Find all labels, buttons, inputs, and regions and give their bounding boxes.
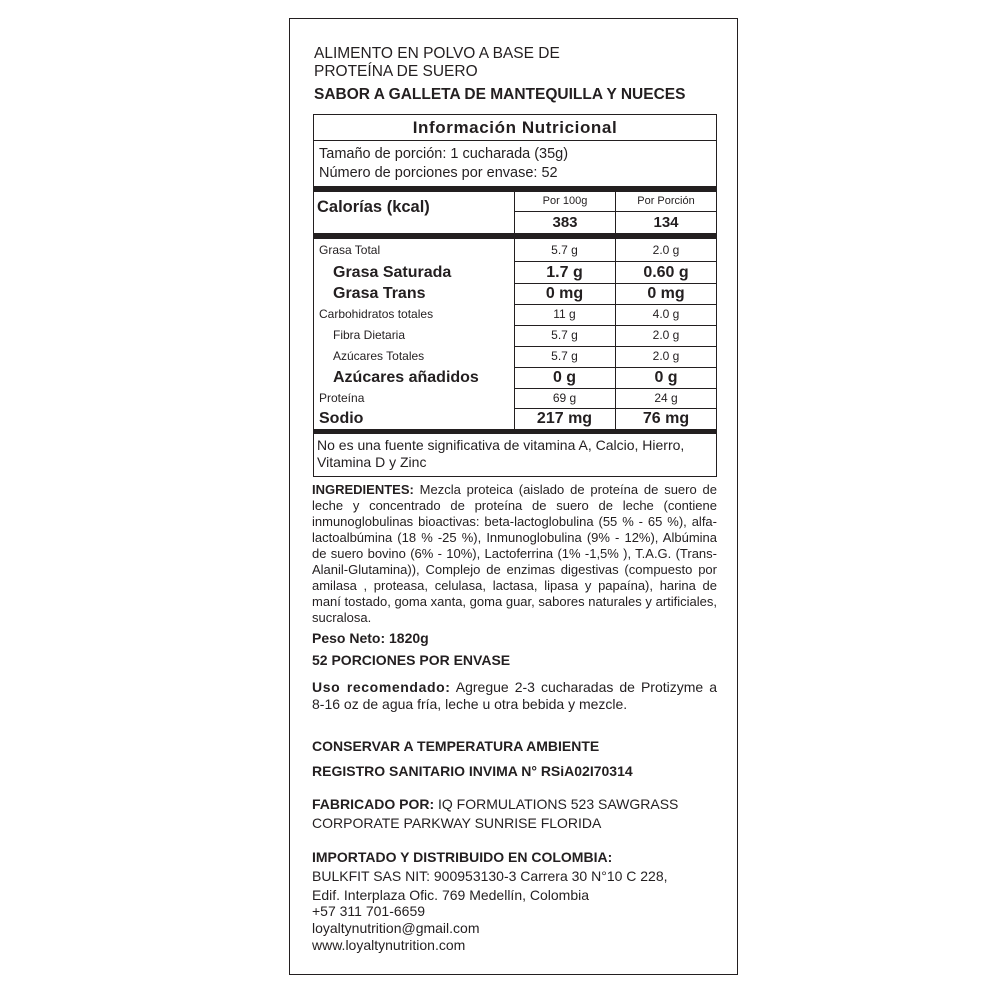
calories-100g: 383 — [552, 214, 578, 231]
storage-note: CONSERVAR A TEMPERATURA AMBIENTE — [312, 738, 600, 754]
net-weight: Peso Neto: 1820g — [312, 630, 429, 646]
product-description: ALIMENTO EN POLVO A BASE DE PROTEÍNA DE SUERO — [314, 45, 560, 80]
nutrient-row: Carbohidratos totales 11 g 4.0 g — [319, 307, 680, 321]
thick-divider — [314, 429, 716, 434]
nutrient-row: Grasa Trans 0 mg 0 mg — [333, 285, 685, 302]
importer-phone: +57 311 701-6659 — [312, 903, 426, 919]
nutrient-row: Grasa Total 5.7 g 2.0 g — [319, 243, 680, 257]
importer-email: loyaltynutrition@gmail.com — [312, 920, 480, 936]
importer-line: BULKFIT SAS NIT: 900953130-3 Carrera 30 N°10 C 228, — [312, 868, 668, 884]
nutrient-row: Fibra Dietaria 5.7 g 2.0 g — [333, 328, 680, 342]
sanitary-registry: REGISTRO SANITARIO INVIMA N° RSiA02I70314 — [312, 763, 633, 779]
product-label — [289, 18, 738, 975]
flavor-line: SABOR A GALLETA DE MANTEQUILLA Y NUECES — [314, 86, 686, 103]
nutrient-row: Azúcares Totales 5.7 g 2.0 g — [333, 349, 680, 363]
portions: 52 PORCIONES POR ENVASE — [312, 652, 511, 668]
calories-label: Calorías (kcal) — [317, 198, 430, 216]
nutrient-row: Proteína 69 g 24 g — [319, 391, 678, 405]
col-header-100g: Por 100g — [542, 195, 588, 207]
divider — [314, 140, 716, 141]
nutrition-facts-table — [313, 114, 717, 477]
nutrient-row: Grasa Saturada 1.7 g 0.60 g — [333, 264, 689, 281]
nutrient-row: Azúcares añadidos 0 g 0 g — [333, 369, 678, 386]
thick-divider — [314, 233, 716, 239]
ingredients: INGREDIENTES: Mezcla proteica (aislado de proteína de suero de leche y concentrado de proteína de suero de leche (contiene inmunoglobulinas bioactivas: beta-lactoglobulina (55 % - 65 %), alfa-lactoalbúmina (18 % -25 %), Inmunoglobulina (9% - 12%), Albúmina de suero bovino (6% - 10%), Lactoferrina (1% -1,5% ), T.A.G. (Trans-Alanil-Glutamina)), Complejo de enzimas digestivas (compuesto por amilasa , proteasa, celulasa, lactasa, lipasa y papaína), harina de maní tostado, goma xanta, goma guar, sabores naturales y artificiales, sucralosa. — [312, 482, 717, 625]
usage: Uso recomendado: Agregue 2-3 cucharadas de Protizyme a 8-16 oz de agua fría, leche u otra bebida y mezcle. — [312, 679, 717, 712]
nutrient-row: Sodio 217 mg 76 mg — [319, 410, 690, 427]
serving-size: Tamaño de porción: 1 cucharada (35g) — [319, 146, 569, 162]
servings-per-container: Número de porciones por envase: 52 — [319, 165, 558, 181]
col-header-portion: Por Porción — [637, 195, 695, 207]
thick-divider — [314, 186, 716, 192]
importer-address: Edif. Interplaza Ofic. 769 Medellín, Colombia — [312, 887, 590, 903]
importer-label: IMPORTADO Y DISTRIBUIDO EN COLOMBIA: — [312, 849, 613, 865]
nutrition-title: Información Nutricional — [412, 118, 618, 137]
calories-portion: 134 — [653, 214, 679, 231]
not-significant-note: No es una fuente significativa de vitamina A, Calcio, Hierro, Vitamina D y Zinc — [317, 437, 685, 470]
manufacturer: FABRICADO POR: IQ FORMULATIONS 523 SAWGRASS — [312, 796, 679, 812]
manufacturer-address: CORPORATE PARKWAY SUNRISE FLORIDA — [312, 815, 602, 831]
importer-website: www.loyaltynutrition.com — [312, 937, 466, 953]
